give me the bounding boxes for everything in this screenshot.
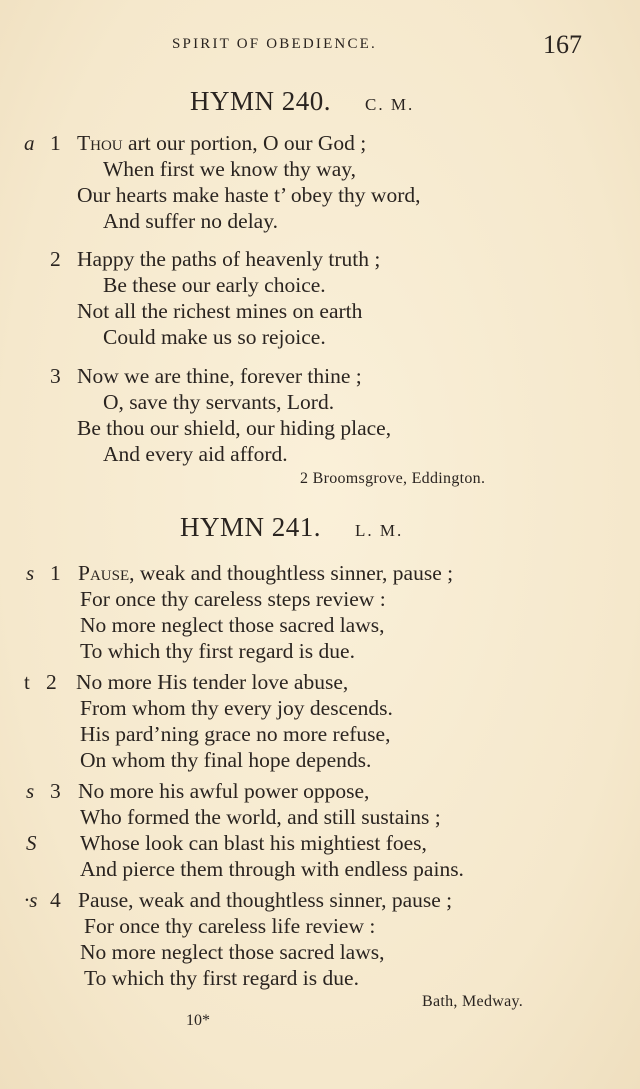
hymn-241-stanza-3-line-2: Who formed the world, and still sustains ; [80, 805, 441, 829]
hymn-241-stanza-3-line-3: Whose look can blast his mightiest foes, [80, 831, 427, 855]
hymn-240-meter: C. M. [365, 95, 415, 114]
hymn-240-heading [190, 86, 414, 117]
hymn-241-stanza-4-line-1: Pause, weak and thoughtless sinner, pause ; [78, 888, 453, 912]
hymn-240-stanza-1-line-4: And suffer no delay. [103, 209, 278, 233]
hymn-241-stanza-2-line-1: No more His tender love abuse, [76, 670, 349, 694]
hymn-241-stanza-2-line-3: His pard’ning grace no more refuse, [80, 722, 391, 746]
hymn-240-stanza-3-line-3: Be thou our shield, our hiding place, [77, 416, 392, 440]
signature-mark: 10* [186, 1012, 210, 1029]
hymn-240-stanza-1-line-3: Our hearts make haste t’ obey thy word, [77, 183, 421, 207]
hymn-241-heading [180, 512, 403, 543]
hymn-241-first-word: Pause, [78, 561, 135, 585]
hymn-241-stanza-3-line-4: And pierce them through with endless pains. [80, 857, 464, 881]
hymn-241-stanza-1-line-4: To which thy first regard is due. [80, 639, 355, 663]
hymn-240-stanza-1-number: 1 [50, 131, 61, 155]
hymn-240-stanza-2-line-1: Happy the paths of heavenly truth ; [77, 247, 381, 271]
hymn-241-title: HYMN 241. [180, 512, 322, 542]
hymn-241-stanza-3-number: 3 [50, 779, 61, 803]
hymn-240-stanza-3-line-4: And every aid afford. [103, 442, 288, 466]
hymn-240-title: HYMN 240. [190, 86, 332, 116]
hymn-240-stanza-3-number: 3 [50, 364, 61, 388]
hymn-240-stanza-1-line-2: When first we know thy way, [103, 157, 356, 181]
hymn-240-stanza-1-line-1: Thou art our portion, O our God ; [77, 131, 367, 155]
hymn-240-mark: a [24, 131, 35, 155]
hymn-241-stanza-2-number: 2 [46, 670, 57, 694]
hymn-240-stanza-2-line-4: Could make us so rejoice. [103, 325, 326, 349]
hymn-240-stanza-3-line-1: Now we are thine, forever thine ; [77, 364, 362, 388]
hymn-241-stanza-3-line-1: No more his awful power oppose, [78, 779, 370, 803]
hymn-241-tunes: Bath, Medway. [422, 993, 524, 1010]
hymn-241-stanza-1-mark: s [26, 561, 35, 585]
hymn-240-stanza-3-line-2: O, save thy servants, Lord. [103, 390, 335, 414]
hymn-241-stanza-4-line-3: No more neglect those sacred laws, [80, 940, 385, 964]
hymn-241-stanza-4-line-2: For once thy careless life review : [84, 914, 376, 938]
hymn-241-stanza-2-line-2: From whom thy every joy descends. [80, 696, 393, 720]
hymn-241-stanza-2-line-4: On whom thy final hope depends. [80, 748, 372, 772]
hymn-241-stanza-4-line-4: To which thy first regard is due. [84, 966, 359, 990]
hymn-241-stanza-3-mark: s [26, 779, 35, 803]
hymn-241-stanza-1-number: 1 [50, 561, 61, 585]
hymn-241-stanza-1-line-2: For once thy careless steps review : [80, 587, 386, 611]
hymn-241-stanza-1-line-3: No more neglect those sacred laws, [80, 613, 385, 637]
hymn-240-stanza-2-line-2: Be these our early choice. [103, 273, 326, 297]
hymn-240-first-word: Thou [77, 131, 123, 155]
page-number: 167 [543, 30, 582, 59]
running-head: SPIRIT OF OBEDIENCE. [172, 36, 377, 52]
hymn-241-stanza-3-line-mark: S [26, 831, 37, 855]
hymn-241-stanza-1-line-1: Pause, weak and thoughtless sinner, pause ; [78, 561, 454, 585]
hymn-241-meter: L. M. [355, 521, 404, 540]
hymn-241-stanza-4-mark: ·s [24, 888, 38, 912]
hymn-241-stanza-2-mark: t [24, 670, 30, 694]
hymn-240-stanza-2-number: 2 [50, 247, 61, 271]
hymn-240-stanza-2-line-3: Not all the richest mines on earth [77, 299, 363, 323]
hymn-240-tunes: 2 Broomsgrove, Eddington. [300, 470, 486, 487]
hymn-241-stanza-4-number: 4 [50, 888, 61, 912]
